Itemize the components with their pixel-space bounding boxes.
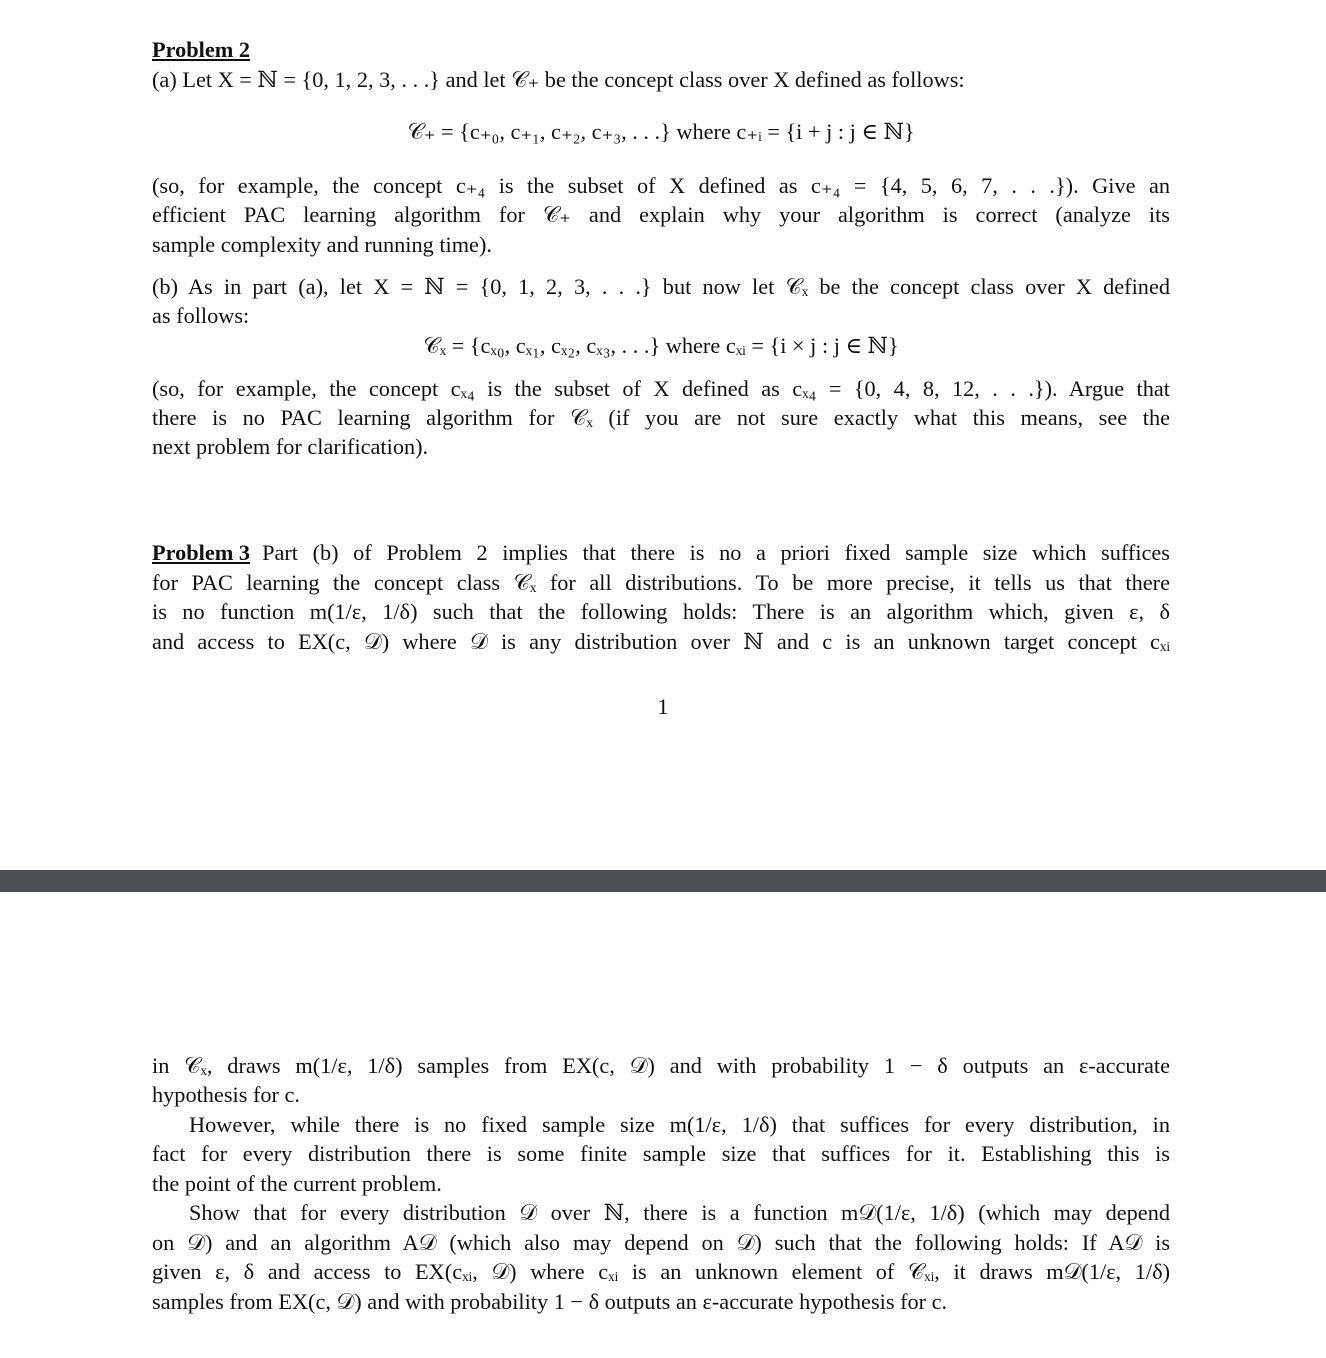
problem-2-title: Problem 2 [152, 37, 251, 62]
problem-2b-line-3: (so, for example, the concept cₓ₄ is the subset of X defined as cₓ₄ = {0, 4, 8, 12, . . .}). Argue that [152, 376, 1170, 401]
concept-class-times-equation: 𝒞ₓ = {cₓ₀, cₓ₁, cₓ₂, cₓ₃, . . .} where cₓᵢ = {i × j : j ∈ ℕ} [423, 333, 899, 358]
problem-3-line-2: for PAC learning the concept class 𝒞ₓ for all distributions. To be more precise, it tells us that there [152, 570, 1170, 595]
problem-3-title: Problem 3 [152, 540, 251, 565]
concept-class-plus-equation: 𝒞₊ = {c₊₀, c₊₁, c₊₂, c₊₃, . . .} where c₊ᵢ = {i + j : j ∈ ℕ} [407, 119, 915, 144]
problem-2b-line-1: (b) As in part (a), let X = ℕ = {0, 1, 2, 3, . . .} but now let 𝒞ₓ be the concept class over X defined [152, 274, 1170, 299]
problem-3-para2-line-2: fact for every distribution there is some finite sample size that suffices for it. Establishing this is [152, 1141, 1170, 1166]
problem-3-cont-line-2: hypothesis for c. [152, 1082, 300, 1107]
problem-3-para3-line-1: Show that for every distribution 𝒟 over ℕ, there is a function m𝒟(1/ε, 1/δ) (which may depend [189, 1200, 1170, 1225]
problem-3-para3-line-3: given ε, δ and access to EX(cₓᵢ, 𝒟) where cₓᵢ is an unknown element of 𝒞ₓᵢ, it draws m𝒟(1/ε, 1/δ) [152, 1259, 1170, 1284]
problem-3-cont-line-1: in 𝒞ₓ, draws m(1/ε, 1/δ) samples from EX(c, 𝒟) and with probability 1 − δ outputs an ε-accurate [152, 1053, 1170, 1078]
problem-3-line-1: Part (b) of Problem 2 implies that there is no a priori fixed sample size which suffices [262, 540, 1170, 565]
problem-2b-line-2: as follows: [152, 303, 250, 328]
problem-3-para2-line-3: the point of the current problem. [152, 1171, 442, 1196]
document-page-2 [0, 892, 1326, 1358]
page-separator [0, 870, 1326, 892]
problem-3-para2-line-1: However, while there is no fixed sample size m(1/ε, 1/δ) that suffices for every distribution, in [189, 1112, 1170, 1137]
page-number: 1 [657, 694, 669, 719]
problem-3-para3-line-4: samples from EX(c, 𝒟) and with probability 1 − δ outputs an ε-accurate hypothesis for c. [152, 1289, 948, 1314]
problem-2a-line-2: (so, for example, the concept c₊₄ is the subset of X defined as c₊₄ = {4, 5, 6, 7, . . .}). Give an [152, 173, 1170, 198]
problem-3-first-line [152, 539, 1170, 567]
problem-2a-line-3: efficient PAC learning algorithm for 𝒞₊ and explain why your algorithm is correct (analyze its [152, 202, 1170, 227]
problem-2b-line-4: there is no PAC learning algorithm for 𝒞ₓ (if you are not sure exactly what this means, see the [152, 405, 1170, 430]
problem-3-line-4: and access to EX(c, 𝒟) where 𝒟 is any distribution over ℕ and c is an unknown target concept cₓᵢ [152, 629, 1170, 654]
problem-2a-line-4: sample complexity and running time). [152, 232, 492, 257]
problem-2b-line-5: next problem for clarification). [152, 434, 429, 459]
problem-3-line-3: is no function m(1/ε, 1/δ) such that the following holds: There is an algorithm which, given ε, δ [152, 599, 1170, 624]
problem-3-para3-line-2: on 𝒟) and an algorithm A𝒟 (which also may depend on 𝒟) such that the following holds: If A𝒟 is [152, 1230, 1170, 1255]
problem-2a-line-1: (a) Let X = ℕ = {0, 1, 2, 3, . . .} and let 𝒞₊ be the concept class over X defined as follows: [152, 67, 965, 92]
